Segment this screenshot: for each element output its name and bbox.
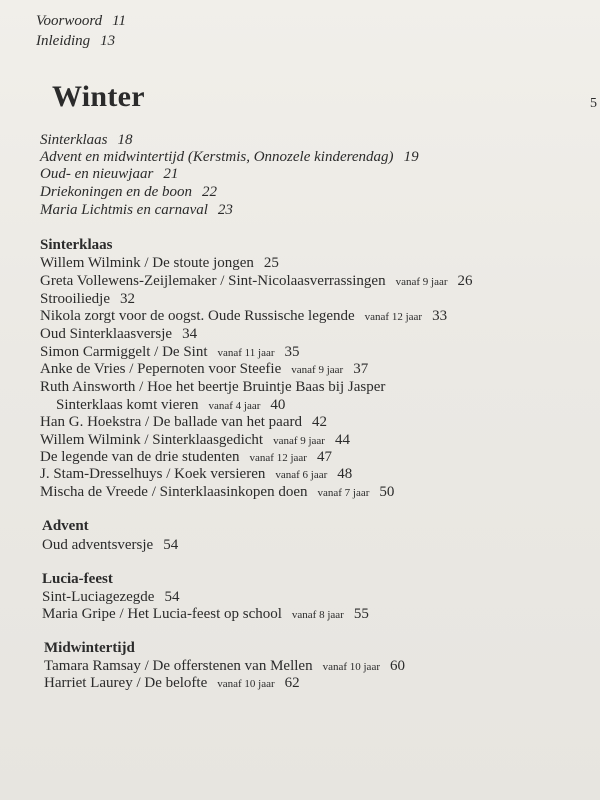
toc-entry-text: Willem Wilmink / Sinterklaasgedicht <box>40 432 264 448</box>
toc-entry-text: Simon Carmiggelt / De Sint <box>40 344 208 360</box>
toc-overview-item <box>40 131 133 149</box>
toc-page-number: 23 <box>217 202 233 218</box>
toc-entry <box>40 307 447 326</box>
toc-entry <box>40 413 327 431</box>
age-label: vanaf 12 jaar <box>364 311 423 323</box>
toc-entry-text: Nikola zorgt voor de oogst. Oude Russische legende <box>40 308 355 324</box>
toc-entry-text: Tamara Ramsay / De offerstenen van Mellen <box>44 658 313 674</box>
toc-page-number: 40 <box>270 397 286 413</box>
toc-page-number: 48 <box>337 466 353 482</box>
toc-entry <box>40 483 394 502</box>
toc-title: Inleiding <box>36 33 91 49</box>
toc-page-number: 18 <box>117 132 133 148</box>
age-label: vanaf 9 jaar <box>273 435 325 447</box>
toc-entry-text: Mischa de Vreede / Sinterklaasinkopen doen <box>40 484 308 500</box>
edge-page-number: 5 <box>590 96 597 111</box>
toc-title: Voorwoord <box>36 13 103 29</box>
toc-page-number: 54 <box>164 589 180 605</box>
toc-page-number: 11 <box>112 13 127 29</box>
section-heading-winter: Winter <box>52 80 145 113</box>
toc-entry <box>44 674 300 693</box>
toc-title: Sinterklaas <box>40 132 108 148</box>
toc-entry-text: Anke de Vries / Pepernoten voor Steefie <box>40 361 282 377</box>
section-title-midwintertijd: Midwintertijd <box>44 640 135 656</box>
age-label: vanaf 10 jaar <box>322 661 380 673</box>
toc-entry-text: Strooiliedje <box>40 291 110 307</box>
toc-entry <box>40 465 352 484</box>
toc-page-number: 37 <box>353 361 369 377</box>
toc-page-number: 13 <box>100 33 116 49</box>
toc-entry-text: Harriet Laurey / De belofte <box>44 675 208 691</box>
toc-front-item <box>36 12 126 30</box>
toc-entry-text: J. Stam-Dresselhuys / Koek versieren <box>40 466 266 482</box>
toc-entry-text: Greta Vollewens-Zeijlemaker / Sint-Nicolaasverrassingen <box>40 273 386 289</box>
toc-entry <box>40 325 197 343</box>
toc-title: Oud- en nieuwjaar <box>40 166 154 182</box>
age-label: vanaf 9 jaar <box>395 276 448 288</box>
toc-entry-text: Ruth Ainsworth / Hoe het beertje Bruintje Baas bij Jasper <box>40 379 386 395</box>
toc-page-number: 21 <box>163 166 179 182</box>
toc-page-number: 62 <box>284 675 300 691</box>
toc-entry-text: Sinterklaas komt vieren <box>56 397 199 413</box>
age-label: vanaf 10 jaar <box>217 678 275 690</box>
toc-page-number: 34 <box>182 326 198 342</box>
age-label: vanaf 12 jaar <box>249 452 307 464</box>
toc-entry-text: Oud Sinterklaasversje <box>40 326 173 342</box>
age-label: vanaf 7 jaar <box>317 487 370 499</box>
toc-page-number: 22 <box>202 184 218 200</box>
toc-entry <box>42 588 179 606</box>
section-title-advent: Advent <box>42 518 89 534</box>
toc-entry-text: Oud adventsversje <box>42 537 154 553</box>
age-label: vanaf 4 jaar <box>208 400 261 412</box>
toc-entry-text: Willem Wilmink / De stoute jongen <box>40 255 254 271</box>
toc-entry <box>40 360 368 379</box>
toc-entry-text: Han G. Hoekstra / De ballade van het paard <box>40 414 302 430</box>
toc-entry <box>40 290 135 308</box>
toc-entry <box>42 605 369 624</box>
toc-page-number: 44 <box>334 432 350 448</box>
toc-entry <box>40 254 279 272</box>
toc-page-number: 42 <box>311 414 327 430</box>
age-label: vanaf 11 jaar <box>217 347 275 359</box>
toc-overview-item <box>40 201 233 219</box>
section-title-sinterklaas: Sinterklaas <box>40 237 113 253</box>
toc-entry-text: De legende van de drie studenten <box>40 449 240 465</box>
toc-front-item <box>36 32 115 50</box>
toc-title: Advent en midwintertijd (Kerstmis, Onnozele kinderendag) <box>40 149 394 165</box>
toc-title: Driekoningen en de boon <box>40 184 193 200</box>
age-label: vanaf 8 jaar <box>291 609 344 621</box>
toc-page-number: 25 <box>263 255 279 271</box>
toc-page-number: 47 <box>316 449 332 465</box>
toc-title: Maria Lichtmis en carnaval <box>40 202 208 218</box>
toc-entry <box>42 536 178 554</box>
toc-page-number: 33 <box>432 308 448 324</box>
toc-page-number: 32 <box>120 291 135 307</box>
section-title-lucia-feest: Lucia-feest <box>42 571 113 587</box>
toc-overview-item <box>40 183 217 201</box>
toc-entry-text: Sint-Luciagezegde <box>42 589 155 605</box>
toc-page-number: 19 <box>403 149 419 165</box>
toc-page-number: 60 <box>390 658 405 674</box>
toc-page-number: 26 <box>457 273 473 289</box>
toc-entry <box>40 378 385 396</box>
age-label: vanaf 9 jaar <box>291 364 344 376</box>
toc-overview-item <box>40 148 419 166</box>
toc-page-number: 54 <box>163 537 179 553</box>
age-label: vanaf 6 jaar <box>275 469 328 481</box>
toc-entry-text: Maria Gripe / Het Lucia-feest op school <box>42 606 282 622</box>
toc-overview-item <box>40 165 178 183</box>
toc-page-number: 50 <box>379 484 395 500</box>
toc-page-number: 35 <box>284 344 300 360</box>
toc-page-number: 55 <box>353 606 369 622</box>
toc-entry <box>40 272 473 291</box>
